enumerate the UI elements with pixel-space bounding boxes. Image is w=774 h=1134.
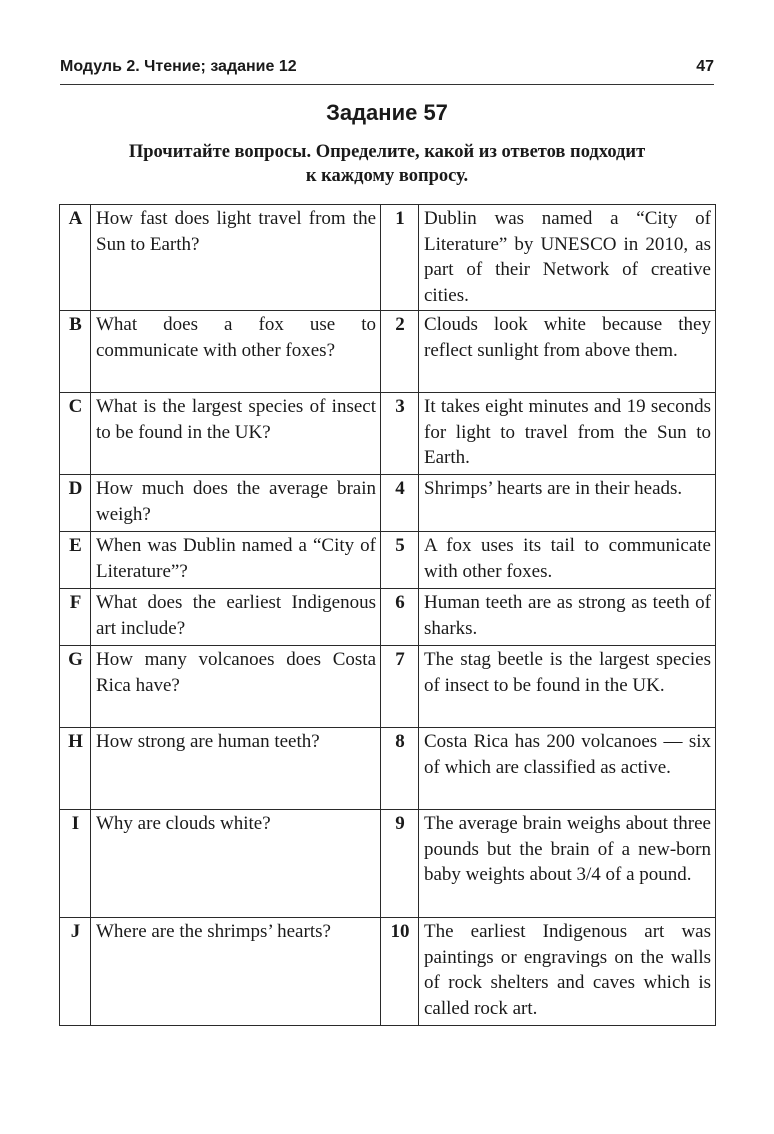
question-letter: F	[60, 589, 91, 646]
answer-text: A fox uses its tail to communicate with other foxes.	[419, 532, 716, 589]
question-letter: B	[60, 311, 91, 393]
question-text: What does a fox use to communicate with other foxes?	[91, 311, 381, 393]
question-letter: D	[60, 475, 91, 532]
answer-text: Shrimps’ hearts are in their heads.	[419, 475, 716, 532]
module-title: Модуль 2. Чтение; задание 12	[60, 58, 297, 75]
answer-text: The average brain weighs about three pounds but the brain of a new-born baby weights about 3/4 of a pound.	[419, 810, 716, 918]
table-row	[60, 918, 716, 1026]
question-text: When was Dublin named a “City of Literature”?	[91, 532, 381, 589]
answer-number: 8	[381, 728, 419, 810]
answer-number: 7	[381, 646, 419, 728]
answer-number: 9	[381, 810, 419, 918]
answer-text: The stag beetle is the largest species of insect to be found in the UK.	[419, 646, 716, 728]
running-header	[60, 56, 714, 85]
question-text: Where are the shrimps’ hearts?	[91, 918, 381, 1026]
table-row	[60, 728, 716, 810]
question-letter: A	[60, 205, 91, 311]
question-text: What does the earliest Indigenous art include?	[91, 589, 381, 646]
table-row	[60, 311, 716, 393]
question-letter: G	[60, 646, 91, 728]
answer-number: 6	[381, 589, 419, 646]
question-text: How many volcanoes does Costa Rica have?	[91, 646, 381, 728]
questions-answers-table	[59, 204, 716, 1026]
question-text: How strong are human teeth?	[91, 728, 381, 810]
question-letter: J	[60, 918, 91, 1026]
answer-text: Clouds look white because they reflect sunlight from above them.	[419, 311, 716, 393]
answer-number: 2	[381, 311, 419, 393]
table-row	[60, 475, 716, 532]
table-row	[60, 810, 716, 918]
answer-text: Human teeth are as strong as teeth of sharks.	[419, 589, 716, 646]
table-row	[60, 532, 716, 589]
table-row	[60, 589, 716, 646]
question-text: What is the largest species of insect to be found in the UK?	[91, 393, 381, 475]
question-letter: C	[60, 393, 91, 475]
question-text: How much does the average brain weigh?	[91, 475, 381, 532]
answer-text: It takes eight minutes and 19 seconds for light to travel from the Sun to Earth.	[419, 393, 716, 475]
task-title: Задание 57	[326, 100, 448, 125]
question-letter: I	[60, 810, 91, 918]
task-instruction	[60, 140, 714, 188]
table-body	[60, 205, 716, 1026]
page-number: 47	[696, 58, 714, 75]
question-text: Why are clouds white?	[91, 810, 381, 918]
answer-text: Dublin was named a “City of Literature” by UNESCO in 2010, as part of their Network of creative cities.	[419, 205, 716, 311]
question-text: How fast does light travel from the Sun to Earth?	[91, 205, 381, 311]
answer-text: Costa Rica has 200 volcanoes — six of which are classified as active.	[419, 728, 716, 810]
question-letter: E	[60, 532, 91, 589]
answer-number: 4	[381, 475, 419, 532]
instruction-line-2: к каждому вопросу.	[305, 166, 469, 186]
table-row	[60, 393, 716, 475]
answer-text: The earliest Indigenous art was paintings or engravings on the walls of rock shelters and caves which is called rock art.	[419, 918, 716, 1026]
table-row	[60, 646, 716, 728]
answer-number: 1	[381, 205, 419, 311]
answer-number: 3	[381, 393, 419, 475]
question-letter: H	[60, 728, 91, 810]
table-row	[60, 205, 716, 311]
answer-number: 5	[381, 532, 419, 589]
instruction-line-1: Прочитайте вопросы. Определите, какой из ответов подходит	[128, 142, 646, 162]
answer-number: 10	[381, 918, 419, 1026]
